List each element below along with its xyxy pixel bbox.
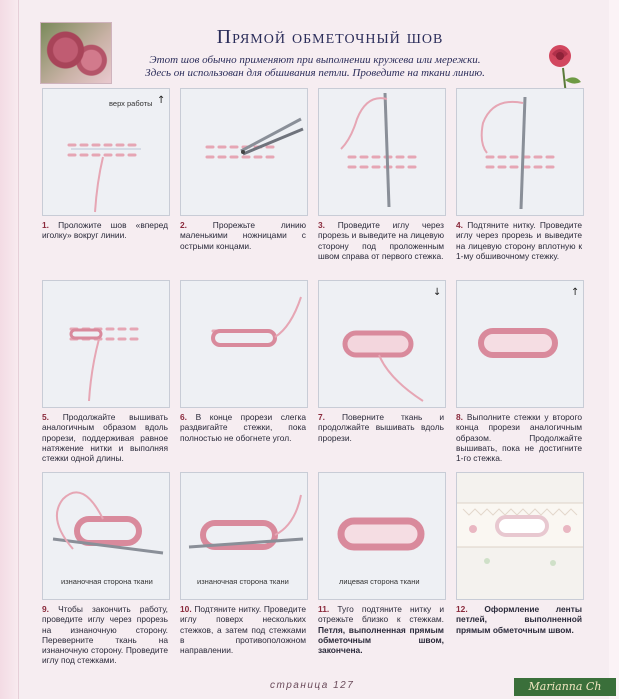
step-6-photo [180, 280, 308, 408]
page-edge [0, 0, 18, 699]
wrong-side-label: изнаночная сторона ткани [61, 577, 153, 586]
step-12-caption: 12. Оформление ленты петлей, выполненной прямым обметочным швом. [456, 604, 582, 635]
subtitle-line-2: Здесь он использован для обшивания петли. Проведите на ткани линию. [145, 67, 485, 79]
right-side-label: лицевая сторона ткани [339, 577, 420, 586]
step-4-photo [456, 88, 584, 216]
step-8-photo [456, 280, 584, 408]
step-9-caption: 9. Чтобы закончить работу, проведите иглу через прорезь на изнаночную сторону. Переверните ткань на изнаночную сторону. Проведите иглу под стежками. [42, 604, 168, 666]
step-1-caption: 1. Проложите шов «вперед иголку» вокруг линии. [42, 220, 168, 241]
step-9-photo [42, 472, 170, 600]
up-arrow-icon: ↑ [571, 287, 580, 298]
step-7-photo [318, 280, 446, 408]
down-arrow-icon: ↓ [433, 287, 442, 298]
step-2-photo [180, 88, 308, 216]
page-number: страница 127 [270, 680, 355, 691]
step-6-caption: 6. В конце прорези слегка раздвигайте стежки, пока полностью не обогнете угол. [180, 412, 307, 443]
step-7-caption: 7. Поверните ткань и продолжайте вышивать вдоль прорези. [318, 412, 444, 443]
step-4-caption: 4. Подтяните нитку. Проведите иглу через прорезь и выведите на лицевую сторону вплотную к 1-му обшивочному стежку. [456, 220, 582, 261]
step-11-photo [318, 472, 446, 600]
up-arrow-icon: ↑ [157, 95, 166, 106]
step-8-caption: 8. Выполните стежки у второго конца прорези аналогичным образом. Продолжайте вышивать, пока не достигните 1-го стежка. [456, 412, 582, 464]
step-10-caption: 10. Подтяните нитку. Проведите иглу поверх нескольких стежков, а затем под стежками в противоположном направлении. [180, 604, 306, 656]
wrong-side-label: изнаночная сторона ткани [197, 577, 289, 586]
watermark: Marianna Ch [514, 678, 616, 696]
step-1-photo [42, 88, 170, 216]
rose-photo-left [40, 22, 112, 84]
step-10-photo [180, 472, 308, 600]
step-11-caption: 11. Туго подтяните нитку и отрежьте близко к стежкам. Петля, выполненная прямым обметочным швом, закончена. [318, 604, 445, 656]
step-2-caption: 2. Прорежьте линию маленькими ножницами с острыми концами. [180, 220, 307, 251]
step-3-photo [318, 88, 446, 216]
top-of-work-label: верх работы [109, 99, 153, 108]
step-3-caption: 3. Проведите иглу через прорезь и выведите на лицевую сторону под проложенным швом справа от первого стежка. [318, 220, 444, 261]
subtitle-line-1: Этот шов обычно применяют при выполнении кружева или мережки. [149, 54, 481, 66]
step-5-caption: 5. Продолжайте вышивать аналогичным образом вдоль прорези, поддерживая равное натяжение нитки и выполняя стежки одной длины. [42, 412, 168, 464]
page-subtitle [135, 54, 495, 80]
page-title: Прямой обметочный шов [216, 26, 444, 48]
step-12-photo [456, 472, 584, 600]
step-5-photo [42, 280, 170, 408]
